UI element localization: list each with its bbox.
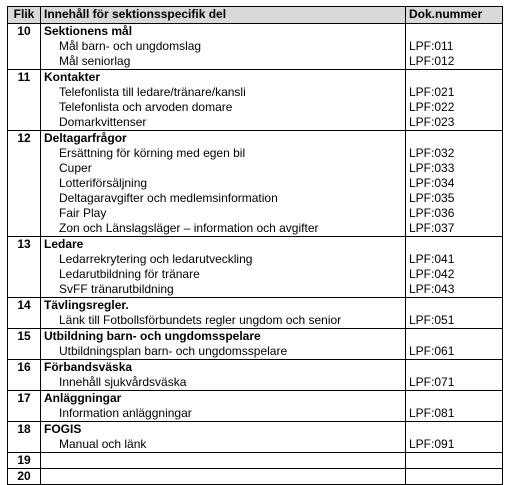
doc-number: LPF:033 bbox=[409, 161, 455, 175]
document-page bbox=[7, 6, 503, 485]
section-item-label: Innehåll sjukvårdsväska bbox=[59, 375, 187, 389]
doc-number: LPF:034 bbox=[409, 176, 455, 190]
doc-number: LPF:061 bbox=[409, 344, 455, 358]
section-row bbox=[8, 70, 503, 131]
section-title: Deltagarfrågor bbox=[44, 131, 127, 145]
section-row bbox=[8, 237, 503, 298]
section-item-label: Lotteriförsäljning bbox=[59, 176, 148, 190]
doc-number: LPF:051 bbox=[409, 313, 455, 327]
section-title: Utbildning barn- och ungdomsspelare bbox=[44, 329, 261, 343]
section-content-cell bbox=[41, 360, 406, 391]
section-item-label: Ersättning för körning med egen bil bbox=[59, 146, 246, 160]
section-item-label: Ledarutbildning för tränare bbox=[59, 267, 200, 281]
empty-content-cell bbox=[41, 453, 406, 469]
section-row bbox=[8, 391, 503, 422]
section-content-cell bbox=[41, 422, 406, 453]
section-content-cell bbox=[41, 391, 406, 422]
header-row bbox=[8, 7, 503, 24]
section-item-label: Information anläggningar bbox=[59, 406, 192, 420]
doc-number: LPF:023 bbox=[409, 115, 455, 129]
empty-doc-cell bbox=[406, 469, 503, 485]
section-item-label: Domarkvittenser bbox=[59, 115, 147, 129]
section-item-label: Ledarrekrytering och ledarutveckling bbox=[59, 252, 253, 266]
section-tab-number: 15 bbox=[8, 329, 41, 360]
section-tab-number: 11 bbox=[8, 70, 41, 131]
empty-content-cell bbox=[41, 469, 406, 485]
section-title: Anläggningar bbox=[44, 391, 122, 405]
doc-number: LPF:043 bbox=[409, 282, 455, 296]
doc-number: LPF:022 bbox=[409, 100, 455, 114]
section-doc-cell bbox=[406, 360, 503, 391]
section-item-label: Mål barn- och ungdomslag bbox=[59, 39, 202, 53]
header-doc-number: Dok.nummer bbox=[406, 7, 503, 24]
section-row bbox=[8, 360, 503, 391]
header-content: Innehåll för sektionsspecifik del bbox=[41, 7, 406, 24]
empty-row bbox=[8, 469, 503, 485]
section-item-label: Zon och Länslagsläger – information och avgifter bbox=[59, 221, 319, 235]
section-doc-cell bbox=[406, 131, 503, 237]
table-header bbox=[8, 7, 503, 24]
section-title: Sektionens mål bbox=[44, 24, 133, 38]
section-doc-cell bbox=[406, 24, 503, 70]
doc-number: LPF:035 bbox=[409, 191, 455, 205]
section-item-label: Deltagaravgifter och medlemsinformation bbox=[59, 191, 278, 205]
section-row bbox=[8, 131, 503, 237]
section-content-cell bbox=[41, 237, 406, 298]
doc-number: LPF:081 bbox=[409, 406, 455, 420]
document-index-table bbox=[7, 6, 503, 485]
section-doc-cell bbox=[406, 391, 503, 422]
section-tab-number: 12 bbox=[8, 131, 41, 237]
empty-row-tab-number: 19 bbox=[8, 453, 41, 469]
doc-number: LPF:036 bbox=[409, 206, 455, 220]
doc-number: LPF:042 bbox=[409, 267, 455, 281]
section-doc-cell bbox=[406, 237, 503, 298]
empty-doc-cell bbox=[406, 453, 503, 469]
section-item-label: Manual och länk bbox=[59, 437, 147, 451]
section-row bbox=[8, 24, 503, 70]
doc-number: LPF:011 bbox=[409, 39, 454, 53]
section-title: Ledare bbox=[44, 237, 84, 251]
section-content-cell bbox=[41, 298, 406, 329]
doc-number: LPF:071 bbox=[409, 375, 455, 389]
section-title: Förbandsväska bbox=[44, 360, 133, 374]
section-item-label: Cuper bbox=[59, 161, 92, 175]
header-tab-number: Flik bbox=[8, 7, 41, 24]
section-tab-number: 10 bbox=[8, 24, 41, 70]
section-doc-cell bbox=[406, 422, 503, 453]
doc-number: LPF:032 bbox=[409, 146, 455, 160]
section-item-label: Utbildningsplan barn- och ungdomsspelare bbox=[59, 344, 288, 358]
section-title: FOGIS bbox=[44, 422, 82, 436]
section-item-label: Mål seniorlag bbox=[59, 54, 131, 68]
section-tab-number: 16 bbox=[8, 360, 41, 391]
doc-number: LPF:091 bbox=[409, 437, 455, 451]
section-tab-number: 18 bbox=[8, 422, 41, 453]
section-content-cell bbox=[41, 70, 406, 131]
section-doc-cell bbox=[406, 329, 503, 360]
empty-row-tab-number: 20 bbox=[8, 469, 41, 485]
table-body bbox=[8, 24, 503, 485]
section-tab-number: 17 bbox=[8, 391, 41, 422]
section-content-cell bbox=[41, 329, 406, 360]
section-item-label: Fair Play bbox=[59, 206, 107, 220]
doc-number: LPF:021 bbox=[409, 85, 455, 99]
section-item-label: Telefonlista och arvoden domare bbox=[59, 100, 233, 114]
section-content-cell bbox=[41, 24, 406, 70]
section-row bbox=[8, 298, 503, 329]
section-row bbox=[8, 329, 503, 360]
section-item-label: SvFF tränarutbildning bbox=[59, 282, 174, 296]
section-title: Kontakter bbox=[44, 70, 101, 84]
section-doc-cell bbox=[406, 70, 503, 131]
section-item-label: Länk till Fotbollsförbundets regler ungdom och senior bbox=[59, 313, 342, 327]
section-title: Tävlingsregler. bbox=[44, 298, 129, 312]
doc-number: LPF:012 bbox=[409, 54, 455, 68]
section-content-cell bbox=[41, 131, 406, 237]
section-item-label: Telefonlista till ledare/tränare/kansli bbox=[59, 85, 246, 99]
section-tab-number: 13 bbox=[8, 237, 41, 298]
section-tab-number: 14 bbox=[8, 298, 41, 329]
empty-row bbox=[8, 453, 503, 469]
section-row bbox=[8, 422, 503, 453]
section-doc-cell bbox=[406, 298, 503, 329]
doc-number: LPF:037 bbox=[409, 221, 455, 235]
doc-number: LPF:041 bbox=[409, 252, 455, 266]
